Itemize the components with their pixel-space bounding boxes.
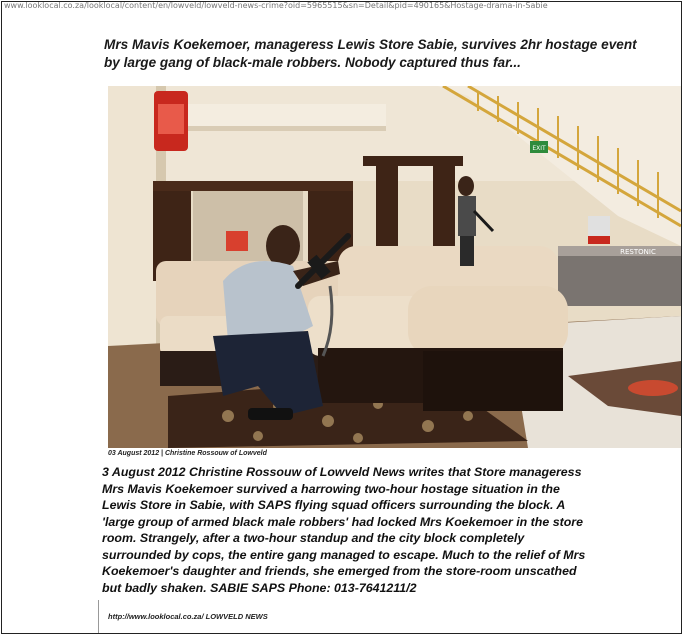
source-footer[interactable]: http://www.looklocal.co.za/ LOWVELD NEWS [108,612,268,621]
news-photo [108,86,681,448]
article-line: Lewis Store in Sabie, with SAPS flying squad officers surrounding the block. A [102,498,566,512]
divider [98,600,99,633]
article-line: Koekemoer's daughter and friends, she emerged from the store-room unscathed [102,564,577,578]
exit-sign: EXIT [532,145,546,152]
browser-url[interactable]: www.looklocal.co.za/looklocal/content/en/lowveld/lowveld-news-crime?oid=5965515&sn=Detail&pid=490165&Hostage-drama-in-Sabie [4,1,548,10]
article-line: Mrs Mavis Koekemoer survived a harrowing two-hour hostage situation in the [102,481,560,496]
article-line: but badly shaken. SABIE SAPS Phone: 013-7641211/2 [102,580,417,595]
photo-caption: 03 August 2012 | Christine Rossouw of Lowveld [108,450,267,457]
article-line: 'large group of armed black male robbers' had locked Mrs Koekemoer in the store [102,514,584,529]
photo-illustration [108,86,681,448]
article-body [102,464,680,596]
headline-line-1: Mrs Mavis Koekemoer, manageress Lewis Store Sabie, survives 2hr hostage event [104,37,637,52]
restonic-sign: RESTONIC [620,248,656,256]
headline [104,36,680,72]
article-line: surrounded by cops, the entire gang managed to escape. Much to the relief of Mrs [102,547,586,562]
headline-line-2: by large gang of black-male robbers. Nobody captured thus far... [104,55,521,70]
article-line: room. Strangely, after a two-hour standup and the city block completely [102,531,525,545]
article-line: 3 August 2012 Christine Rossouw of Lowveld News writes that Store manageress [102,465,582,479]
